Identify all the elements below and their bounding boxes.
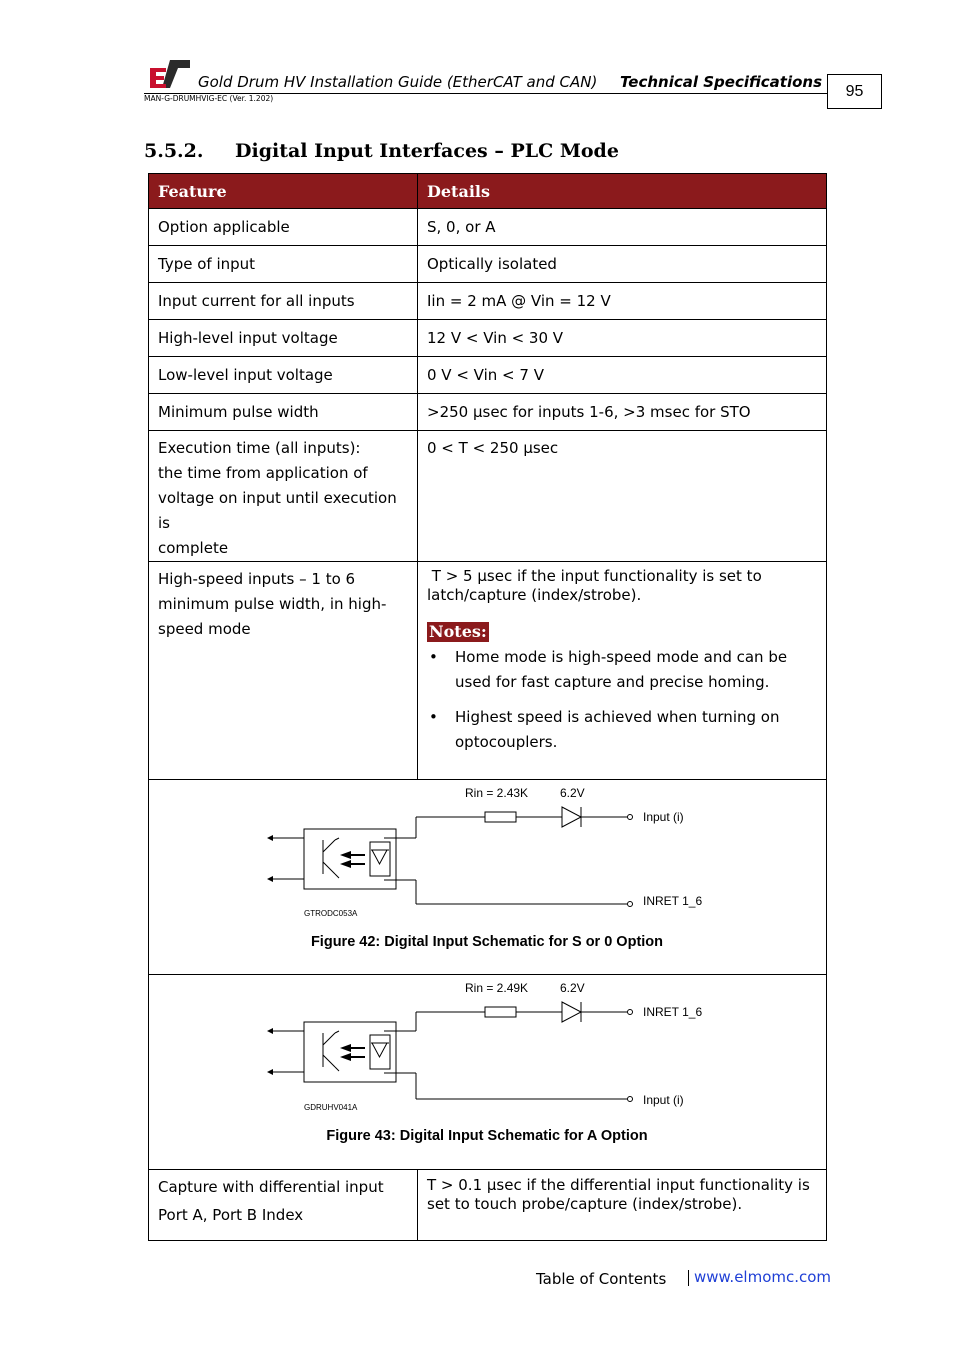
document-title: Gold Drum HV Installation Guide (EtherCAT and CAN)	[198, 73, 598, 91]
table-of-contents-link[interactable]: Table of Contents	[536, 1270, 667, 1288]
feature-cell: Low-level input voltage	[149, 357, 418, 394]
bullet-icon: •	[429, 648, 438, 666]
table-row	[149, 357, 827, 394]
table-row-execution-time	[149, 431, 827, 562]
feature-cell	[149, 1170, 418, 1241]
feature-cell: High-level input voltage	[149, 320, 418, 357]
table-row	[149, 320, 827, 357]
details-text: 0 < T < 250 µsec	[427, 439, 559, 457]
feature-cell: Minimum pulse width	[149, 394, 418, 431]
details-cell: Optically isolated	[418, 246, 827, 283]
website-link[interactable]: www.elmomc.com	[694, 1268, 832, 1286]
figure-row	[149, 780, 827, 975]
zener-label: 6.2V	[560, 981, 585, 995]
page-number: 95	[827, 74, 882, 109]
feature-line: complete	[158, 539, 229, 557]
list-item	[427, 645, 817, 695]
rin-label: Rin = 2.49K	[465, 981, 529, 995]
table-header-row	[149, 174, 827, 209]
table-row	[149, 283, 827, 320]
note-text: Highest speed is achieved when turning on optocouplers.	[455, 708, 780, 751]
spec-table	[148, 173, 827, 1241]
notes-label: Notes:	[429, 622, 487, 641]
table-row	[149, 246, 827, 283]
details-cell: T > 0.1 µsec if the differential input functionality is set to touch probe/capture (index/strobe).	[418, 1170, 827, 1241]
details-cell: Iin = 2 mA @ Vin = 12 V	[418, 283, 827, 320]
zener-label: 6.2V	[560, 786, 585, 800]
figure-code: GDRUHV041A	[304, 1103, 358, 1112]
details-cell	[418, 562, 827, 780]
feature-line: voltage on input until execution is	[158, 489, 397, 532]
rin-label: Rin = 2.43K	[465, 786, 529, 800]
details-cell: 0 V < Vin < 7 V	[418, 357, 827, 394]
terminal-label-top: Input (i)	[643, 810, 684, 824]
details-text: T > 5 µsec if the input functionality is set to latch/capture (index/strobe).	[427, 567, 767, 604]
figure-code: GTRODC053A	[304, 909, 358, 918]
details-cell: S, 0, or A	[418, 209, 827, 246]
details-cell	[418, 431, 827, 562]
table-row	[149, 394, 827, 431]
feature-cell: Input current for all inputs	[149, 283, 418, 320]
figure-caption: Figure 43: Digital Input Schematic for A Option	[326, 1128, 648, 1144]
figure-42	[149, 780, 827, 975]
section-number: 5.5.2.	[144, 140, 204, 162]
details-cell: 12 V < Vin < 30 V	[418, 320, 827, 357]
header-section-name: Technical Specifications	[620, 73, 823, 91]
table-row-high-speed	[149, 562, 827, 780]
schematic-43	[149, 975, 825, 1169]
schematic-42	[149, 780, 825, 974]
column-header-details: Details	[418, 174, 827, 209]
feature-line: Port A, Port B Index	[158, 1206, 304, 1224]
table-row-capture	[149, 1170, 827, 1241]
figure-caption: Figure 42: Digital Input Schematic for S or 0 Option	[310, 934, 664, 950]
figure-43	[149, 975, 827, 1170]
feature-cell	[149, 562, 418, 780]
feature-cell	[149, 431, 418, 562]
terminal-label-top: INRET 1_6	[643, 1005, 703, 1019]
figure-row	[149, 975, 827, 1170]
footer-divider	[688, 1270, 689, 1286]
list-item	[427, 705, 817, 755]
terminal-label-bottom: Input (i)	[643, 1093, 684, 1107]
notes-list	[427, 645, 817, 755]
document-code: MAN-G-DRUMHVIG-EC (Ver. 1.202)	[144, 94, 274, 103]
feature-cell: Type of input	[149, 246, 418, 283]
elmo-logo	[148, 58, 190, 88]
note-text: Home mode is high-speed mode and can be used for fast capture and precise homing.	[455, 648, 788, 691]
feature-line: minimum pulse width, in high-	[158, 595, 387, 613]
terminal-label-bottom: INRET 1_6	[643, 894, 703, 908]
feature-line: Capture with differential input	[158, 1178, 384, 1196]
feature-cell: Option applicable	[149, 209, 418, 246]
column-header-feature: Feature	[149, 174, 418, 209]
section-title: Digital Input Interfaces – PLC Mode	[235, 140, 619, 162]
table-row	[149, 209, 827, 246]
feature-line: speed mode	[158, 620, 251, 638]
details-cell: >250 µsec for inputs 1-6, >3 msec for STO	[418, 394, 827, 431]
feature-line: the time from application of	[158, 464, 368, 482]
bullet-icon: •	[429, 708, 438, 726]
feature-line: High-speed inputs – 1 to 6	[158, 570, 356, 588]
feature-line: Execution time (all inputs):	[158, 439, 361, 457]
